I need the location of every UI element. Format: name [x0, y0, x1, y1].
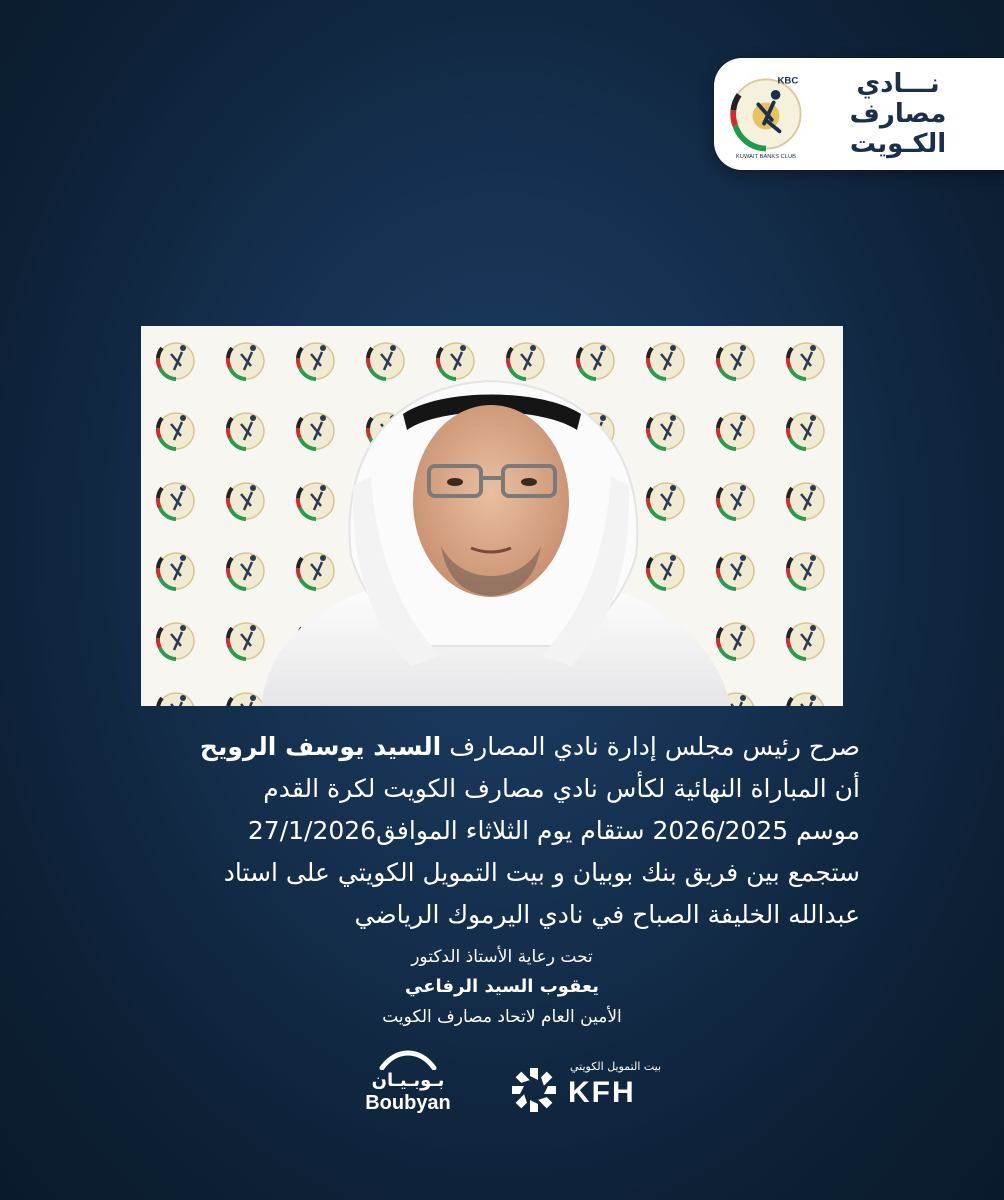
statement-line-5: عبدالله الخليفة الصباح في نادي اليرموك الرياضي [354, 900, 860, 929]
club-name-line-1: نـــادي [856, 69, 940, 99]
club-name [828, 69, 968, 159]
club-logo-badge [714, 58, 1004, 170]
kfh-arabic-name: بيت التمويل الكويتي [570, 1060, 662, 1073]
statement-line-1 [90, 726, 860, 768]
statement-line-4: ستجمع بين فريق بنك بوبيان و بيت التمويل الكويتي على استاد [223, 858, 860, 887]
statement-text [90, 726, 860, 936]
patron-title: الأمين العام لاتحاد مصارف الكويت [382, 1007, 622, 1027]
chairman-name: السيد يوسف الرويح [199, 732, 442, 761]
sponsor-logos [0, 1050, 1004, 1120]
club-name-line-2: مصارف [849, 99, 947, 129]
club-name-line-3: الكـويت [849, 129, 947, 159]
portrait-illustration [141, 326, 843, 706]
kfh-emblem-icon [510, 1066, 558, 1114]
portrait-photo [141, 326, 843, 706]
emblem-text-top: KBC [777, 75, 799, 87]
boubyan-english-name: Boubyan [365, 1092, 451, 1114]
statement-line-1-text: صرح رئيس مجلس إدارة نادي المصارف [449, 732, 860, 761]
emblem-text-bottom: KUWAIT BANKS CLUB [735, 154, 797, 161]
patronage-block [0, 942, 1004, 1032]
boubyan-arc-icon [378, 1050, 438, 1070]
boubyan-logo [348, 1050, 468, 1120]
patron-name: يعقوب السيد الرفاعي [405, 976, 599, 997]
statement-line-3: موسم 2026/2025 ستقام يوم الثلاثاء الموافق27/1/2026 [247, 816, 860, 845]
patronage-intro: تحت رعاية الأستاذ الدكتور [411, 947, 593, 967]
kfh-english-name: KFH [568, 1076, 636, 1109]
statement-line-2: أن المباراة النهائية لكأس نادي مصارف الكويت لكرة القدم [263, 774, 860, 803]
kbc-emblem-icon [718, 66, 814, 162]
boubyan-arabic-name: بـوبـيـان [371, 1070, 445, 1091]
kfh-logo [510, 1060, 670, 1116]
